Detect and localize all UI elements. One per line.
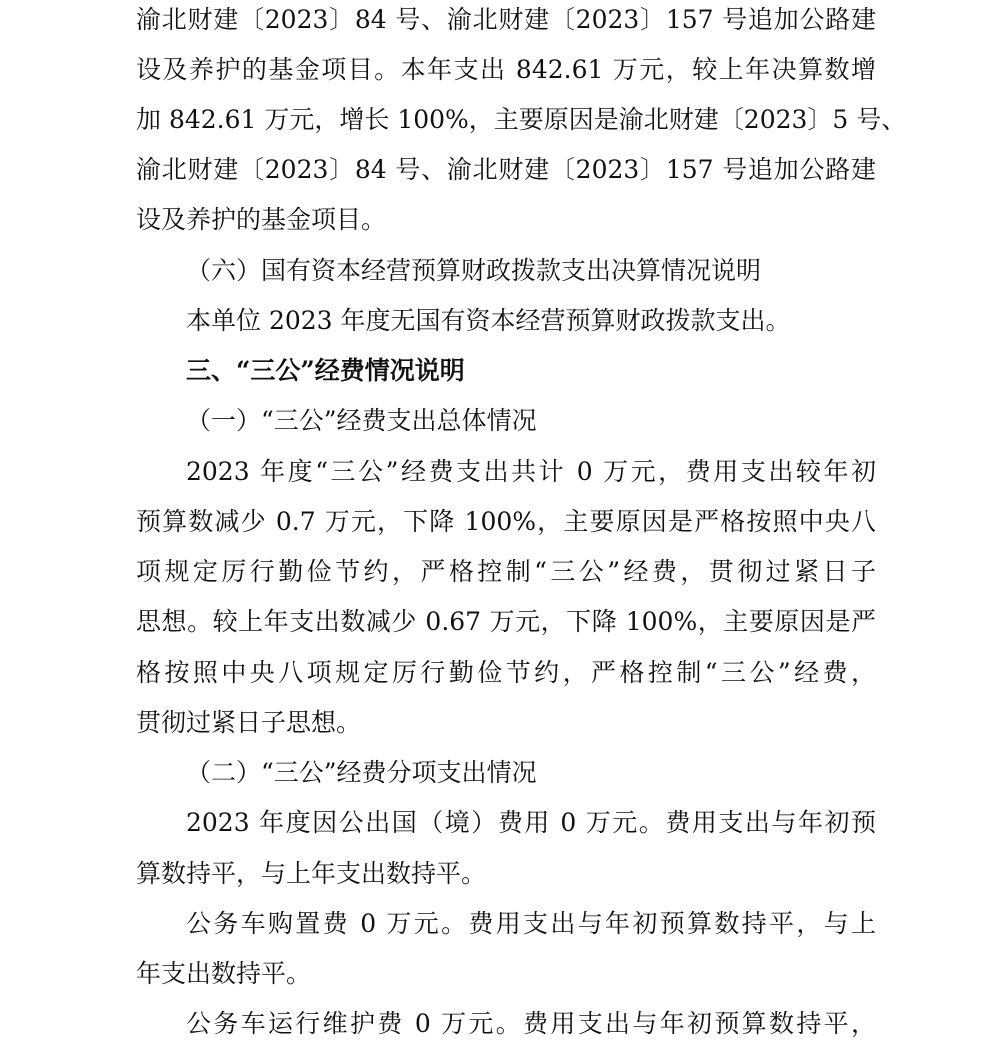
text-line: 本单位 2023 年度无国有资本经营预算财政拨款支出。 (186, 306, 791, 335)
text-line: 项规定厉行勤俭节约，严格控制“三公”经费，贯彻过紧日子 (136, 557, 876, 586)
text-line: 渝北财建〔2023〕84 号、渝北财建〔2023〕157 号追加公路建 (136, 5, 876, 34)
text-line: 年支出数持平。 (136, 959, 312, 988)
chapter-heading: 三、“三公”经费情况说明 (186, 356, 465, 385)
section-heading: （一）“三公”经费支出总体情况 (186, 406, 537, 435)
text-line: 渝北财建〔2023〕84 号、渝北财建〔2023〕157 号追加公路建 (136, 155, 876, 184)
text-line: 2023 年度因公出国（境）费用 0 万元。费用支出与年初预 (186, 808, 876, 837)
text-line: 预算数减少 0.7 万元，下降 100%，主要原因是严格按照中央八 (136, 507, 876, 536)
text-line: 思想。较上年支出数减少 0.67 万元，下降 100%，主要原因是严 (136, 607, 876, 636)
text-line: 设及养护的基金项目。 (136, 205, 387, 234)
text-line: 格按照中央八项规定厉行勤俭节约，严格控制“三公”经费， (136, 658, 876, 687)
text-line: 公务车运行维护费 0 万元。费用支出与年初预算数持平， (186, 1009, 876, 1038)
text-line: 加 842.61 万元，增长 100%，主要原因是渝北财建〔2023〕5 号、 (136, 105, 907, 134)
text-line: 设及养护的基金项目。本年支出 842.61 万元，较上年决算数增 (136, 55, 876, 84)
text-line: 2023 年度“三公”经费支出共计 0 万元，费用支出较年初 (186, 457, 876, 486)
text-line: 算数持平，与上年支出数持平。 (136, 859, 487, 888)
text-line: 贯彻过紧日子思想。 (136, 708, 362, 737)
text-line: 公务车购置费 0 万元。费用支出与年初预算数持平，与上 (186, 909, 876, 938)
section-heading: （二）“三公”经费分项支出情况 (186, 758, 537, 787)
section-heading: （六）国有资本经营预算财政拨款支出决算情况说明 (186, 256, 762, 285)
